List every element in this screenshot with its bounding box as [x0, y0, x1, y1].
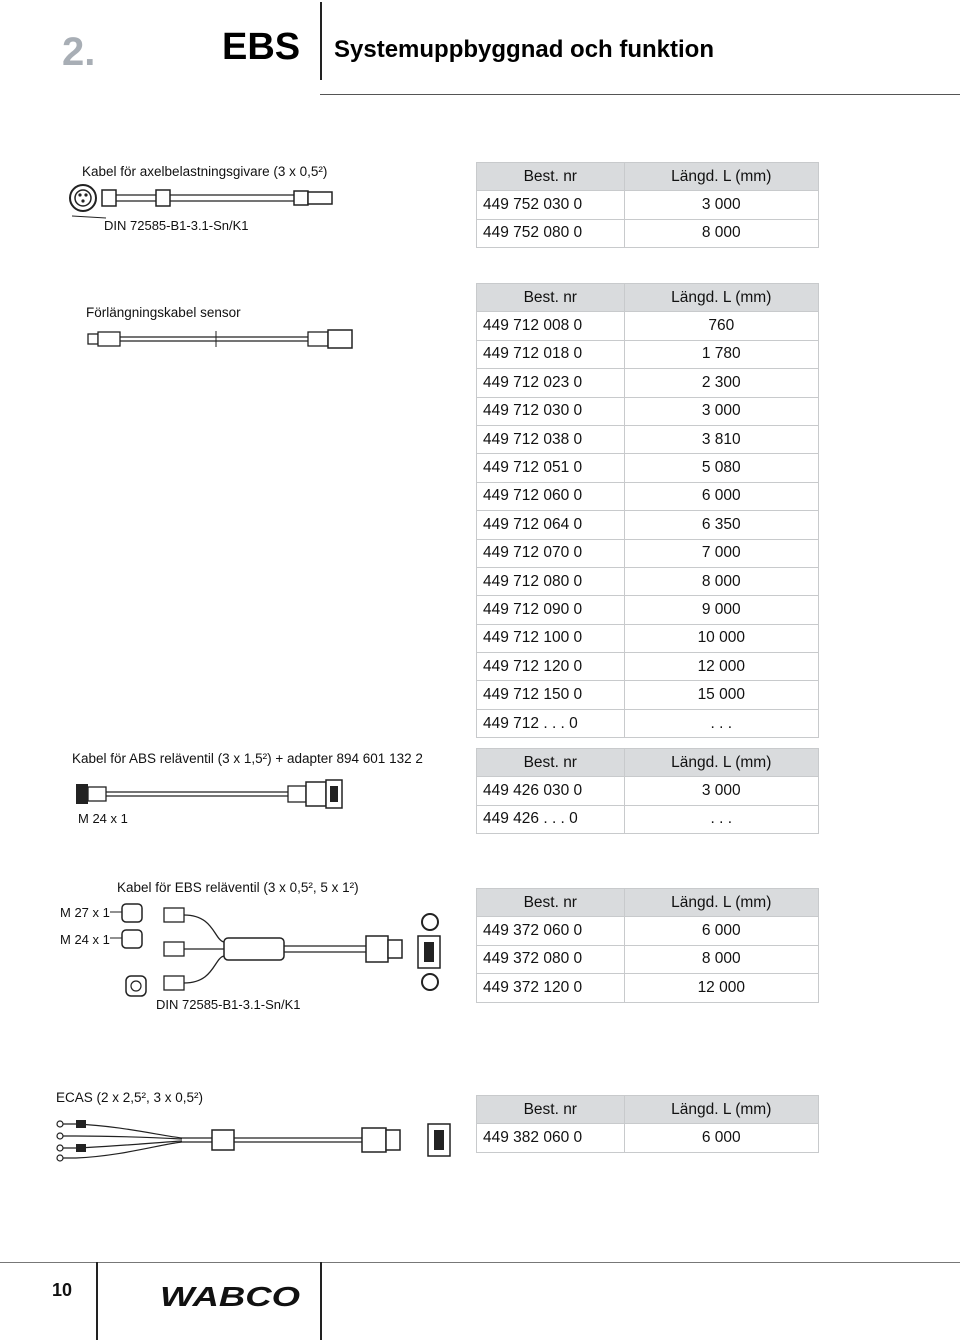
part-number: 449 712 . . . 0 — [477, 709, 625, 737]
part-number: 449 712 018 0 — [477, 340, 625, 368]
length-value: 8 000 — [624, 219, 818, 247]
part-number: 449 372 120 0 — [477, 974, 625, 1002]
length-value: 8 000 — [624, 567, 818, 595]
length-value: 6 000 — [624, 482, 818, 510]
abs-relay-cable-image — [72, 778, 362, 812]
col-header-part-no: Best. nr — [477, 749, 625, 777]
table-row — [477, 709, 819, 737]
table-row — [477, 1124, 819, 1152]
extension-cable-image — [86, 326, 356, 352]
col-header-part-no: Best. nr — [477, 284, 625, 312]
part-number: 449 752 080 0 — [477, 219, 625, 247]
part-number: 449 712 064 0 — [477, 511, 625, 539]
ebs-relay-cable-image — [104, 900, 444, 1000]
table-row — [477, 805, 819, 833]
table-row — [477, 191, 819, 219]
length-value: 760 — [624, 312, 818, 340]
thread-label: M 27 x 1 — [60, 905, 110, 920]
length-value: 2 300 — [624, 369, 818, 397]
table-row — [477, 511, 819, 539]
length-value: 5 080 — [624, 454, 818, 482]
part-number: 449 712 100 0 — [477, 624, 625, 652]
col-header-length: Längd. L (mm) — [624, 889, 818, 917]
length-value: 12 000 — [624, 653, 818, 681]
part-number: 449 372 080 0 — [477, 945, 625, 973]
length-value: . . . — [624, 805, 818, 833]
table-row — [477, 624, 819, 652]
table-row — [477, 945, 819, 973]
part-table — [476, 888, 819, 1003]
table-row — [477, 653, 819, 681]
part-number: 449 372 060 0 — [477, 917, 625, 945]
footer-rule — [0, 1262, 960, 1263]
table-row — [477, 917, 819, 945]
table-row — [477, 681, 819, 709]
part-table — [476, 162, 819, 248]
thread-label: M 24 x 1 — [60, 932, 110, 947]
length-value: 6 000 — [624, 1124, 818, 1152]
page-title: Systemuppbyggnad och funktion — [334, 36, 715, 63]
ecas-cable-image — [52, 1116, 462, 1164]
table-row — [477, 369, 819, 397]
length-value: 3 000 — [624, 191, 818, 219]
length-value: 15 000 — [624, 681, 818, 709]
table-row — [477, 567, 819, 595]
section-caption: Kabel för EBS reläventil (3 x 0,5², 5 x 1²) — [117, 880, 359, 895]
table-row — [477, 312, 819, 340]
table-row — [477, 974, 819, 1002]
col-header-length: Längd. L (mm) — [624, 163, 818, 191]
footer-divider — [96, 1262, 98, 1340]
table-row — [477, 397, 819, 425]
length-value: 3 810 — [624, 425, 818, 453]
table-row — [477, 425, 819, 453]
section-caption: Kabel för axelbelastningsgivare (3 x 0,5²) — [82, 164, 328, 179]
section-caption: ECAS (2 x 2,5², 3 x 0,5²) — [56, 1090, 204, 1105]
table-row — [477, 454, 819, 482]
length-value: 10 000 — [624, 624, 818, 652]
part-table — [476, 1095, 819, 1153]
section-number: 2. — [62, 30, 96, 74]
part-number: 449 426 030 0 — [477, 777, 625, 805]
part-number: 449 712 150 0 — [477, 681, 625, 709]
part-number: 449 712 070 0 — [477, 539, 625, 567]
footer-divider — [320, 1262, 322, 1340]
col-header-length: Längd. L (mm) — [624, 1096, 818, 1124]
part-number: 449 712 060 0 — [477, 482, 625, 510]
col-header-part-no: Best. nr — [477, 163, 625, 191]
length-value: 12 000 — [624, 974, 818, 1002]
part-number: 449 712 038 0 — [477, 425, 625, 453]
part-number: 449 712 090 0 — [477, 596, 625, 624]
length-value: 9 000 — [624, 596, 818, 624]
part-number: 449 752 030 0 — [477, 191, 625, 219]
page-number: 10 — [52, 1280, 73, 1300]
table-row — [477, 482, 819, 510]
thread-label: M 24 x 1 — [78, 811, 128, 826]
table-row — [477, 219, 819, 247]
part-number: 449 382 060 0 — [477, 1124, 625, 1152]
table-row — [477, 777, 819, 805]
length-value: 3 000 — [624, 777, 818, 805]
brand-text: WABCO — [160, 1282, 301, 1310]
section-caption: Förlängningskabel sensor — [86, 305, 241, 320]
table-row — [477, 596, 819, 624]
length-value: 8 000 — [624, 945, 818, 973]
length-value: 3 000 — [624, 397, 818, 425]
part-number: 449 712 023 0 — [477, 369, 625, 397]
part-number: 449 426 . . . 0 — [477, 805, 625, 833]
table-row — [477, 539, 819, 567]
part-number: 449 712 008 0 — [477, 312, 625, 340]
connector-label: DIN 72585-B1-3.1-Sn/K1 — [156, 997, 301, 1012]
wabco-logo — [160, 1282, 302, 1310]
col-header-length: Längd. L (mm) — [624, 284, 818, 312]
part-table — [476, 283, 819, 738]
length-value: 6 000 — [624, 917, 818, 945]
table-row — [477, 340, 819, 368]
length-value: 7 000 — [624, 539, 818, 567]
length-value: 6 350 — [624, 511, 818, 539]
col-header-part-no: Best. nr — [477, 889, 625, 917]
product-name: EBS — [222, 26, 301, 68]
col-header-length: Längd. L (mm) — [624, 749, 818, 777]
part-table — [476, 748, 819, 834]
length-value: . . . — [624, 709, 818, 737]
header-divider — [320, 2, 322, 80]
axle-load-cable-image — [66, 178, 336, 222]
length-value: 1 780 — [624, 340, 818, 368]
part-number: 449 712 080 0 — [477, 567, 625, 595]
connector-label: DIN 72585-B1-3.1-Sn/K1 — [104, 218, 249, 233]
col-header-part-no: Best. nr — [477, 1096, 625, 1124]
header-rule — [320, 94, 960, 95]
section-caption: Kabel för ABS reläventil (3 x 1,5²) + adapter 894 601 132 2 — [72, 751, 423, 766]
part-number: 449 712 051 0 — [477, 454, 625, 482]
part-number: 449 712 030 0 — [477, 397, 625, 425]
part-number: 449 712 120 0 — [477, 653, 625, 681]
